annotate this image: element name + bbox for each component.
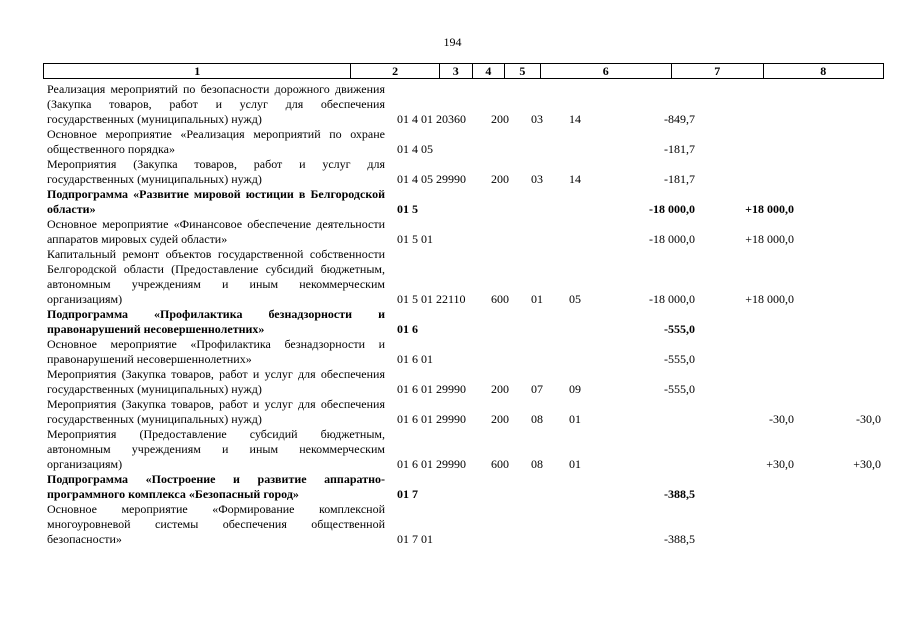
amount-col-6: -555,0 <box>664 382 695 396</box>
amount-col-6: -388,5 <box>664 532 695 546</box>
expense-type: 600 <box>491 457 509 471</box>
column-header-4: 4 <box>473 64 505 78</box>
budget-code: 01 6 01 29990 <box>397 412 466 426</box>
section: 01 <box>531 292 543 306</box>
subsection: 01 <box>569 412 581 426</box>
row-description: Мероприятия (Закупка товаров, работ и услуг для государственных (муниципальных) нужд) <box>47 157 385 186</box>
expense-type: 200 <box>491 382 509 396</box>
amount-col-6: -555,0 <box>664 352 695 366</box>
amount-col-6: -18 000,0 <box>649 232 695 246</box>
table-body <box>47 82 887 547</box>
amount-col-7: -30,0 <box>769 412 794 426</box>
budget-code: 01 7 01 <box>397 532 433 546</box>
section: 07 <box>531 382 543 396</box>
amount-col-8: +30,0 <box>853 457 881 471</box>
expense-type: 200 <box>491 172 509 186</box>
column-header-5: 5 <box>505 64 541 78</box>
row-description: Основное мероприятие «Профилактика безнадзорности и правонарушений несовершеннолетних» <box>47 337 385 366</box>
amount-col-8: -30,0 <box>856 412 881 426</box>
section: 08 <box>531 457 543 471</box>
page-number: 194 <box>443 35 462 49</box>
subsection: 14 <box>569 172 581 186</box>
row-description: Основное мероприятие «Финансовое обеспечение деятельности аппаратов мировых судей области» <box>47 217 385 246</box>
expense-type: 600 <box>491 292 509 306</box>
budget-code: 01 6 01 29990 <box>397 382 466 396</box>
expense-type: 200 <box>491 112 509 126</box>
row-description: Мероприятия (Предоставление субсидий бюджетным, автономным учреждениям и иным некоммерческим организациям) <box>47 427 385 471</box>
amount-col-7: +18 000,0 <box>745 292 794 306</box>
subsection: 09 <box>569 382 581 396</box>
section: 03 <box>531 172 543 186</box>
table-row <box>47 307 887 337</box>
section: 08 <box>531 412 543 426</box>
budget-code: 01 5 <box>397 202 418 216</box>
expense-type: 200 <box>491 412 509 426</box>
column-header-3: 3 <box>440 64 473 78</box>
section: 03 <box>531 112 543 126</box>
amount-col-6: -388,5 <box>664 487 695 501</box>
row-description: Подпрограмма «Построение и развитие аппаратно-программного комплекса «Безопасный город» <box>47 472 385 501</box>
amount-col-6: -849,7 <box>664 112 695 126</box>
budget-code: 01 4 01 20360 <box>397 112 466 126</box>
subsection: 05 <box>569 292 581 306</box>
row-description: Мероприятия (Закупка товаров, работ и услуг для обеспечения государственных (муниципальных) нужд) <box>47 367 385 396</box>
table-row <box>47 127 887 157</box>
budget-code: 01 5 01 22110 <box>397 292 466 306</box>
table-row <box>47 187 887 217</box>
budget-code: 01 4 05 <box>397 142 433 156</box>
amount-col-6: -181,7 <box>664 172 695 186</box>
amount-col-7: +18 000,0 <box>745 232 794 246</box>
column-header-2: 2 <box>351 64 439 78</box>
column-header-7: 7 <box>672 64 764 78</box>
row-description: Основное мероприятие «Реализация мероприятий по охране общественного порядка» <box>47 127 385 156</box>
table-row <box>47 502 887 547</box>
table-row <box>47 397 887 427</box>
column-header-8: 8 <box>820 64 827 78</box>
table-row <box>47 217 887 247</box>
row-description: Капитальный ремонт объектов государственной собственности Белгородской области (Предоставление субсидий бюджетным, автономным учреждениям и иным некоммерческим организациям) <box>47 247 385 306</box>
table-row <box>47 157 887 187</box>
budget-code: 01 7 <box>397 487 418 501</box>
table-row <box>47 472 887 502</box>
amount-col-6: -555,0 <box>664 322 695 336</box>
row-description: Мероприятия (Закупка товаров, работ и услуг для обеспечения государственных (муниципальных) нужд) <box>47 397 385 426</box>
table-header <box>43 63 884 79</box>
amount-col-7: +18 000,0 <box>745 202 794 216</box>
row-description: Реализация мероприятий по безопасности дорожного движения (Закупка товаров, работ и услуг для обеспечения государственных (муниципальных) нужд) <box>47 82 385 126</box>
amount-col-6: -18 000,0 <box>649 292 695 306</box>
amount-col-6: -18 000,0 <box>649 202 695 216</box>
table-row <box>47 367 887 397</box>
amount-col-6: -181,7 <box>664 142 695 156</box>
budget-code: 01 6 01 <box>397 352 433 366</box>
column-header-1: 1 <box>44 64 351 78</box>
budget-code: 01 4 05 29990 <box>397 172 466 186</box>
row-description: Подпрограмма «Развитие мировой юстиции в Белгородской области» <box>47 187 385 216</box>
row-description: Подпрограмма «Профилактика безнадзорности и правонарушений несовершеннолетних» <box>47 307 385 336</box>
row-description: Основное мероприятие «Формирование комплексной многоуровневой системы обеспечения общественной безопасности» <box>47 502 385 546</box>
table-row <box>47 82 887 127</box>
table-row <box>47 337 887 367</box>
column-header-6: 6 <box>541 64 672 78</box>
subsection: 01 <box>569 457 581 471</box>
subsection: 14 <box>569 112 581 126</box>
budget-code: 01 5 01 <box>397 232 433 246</box>
budget-code: 01 6 <box>397 322 418 336</box>
table-row <box>47 427 887 472</box>
amount-col-7: +30,0 <box>766 457 794 471</box>
budget-code: 01 6 01 29990 <box>397 457 466 471</box>
table-row <box>47 247 887 307</box>
